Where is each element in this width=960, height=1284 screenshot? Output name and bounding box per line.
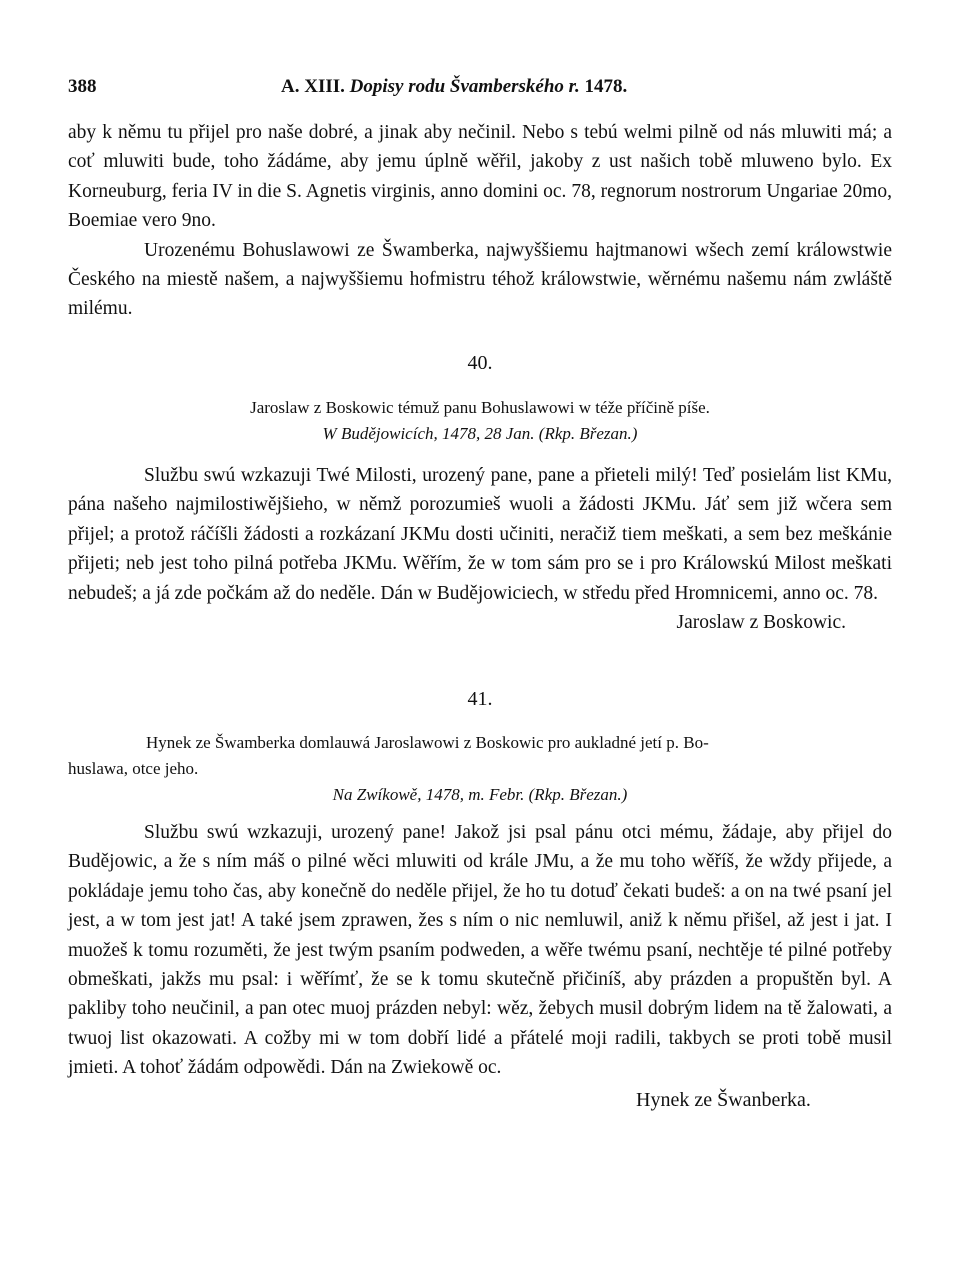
letter-body	[68, 818, 892, 1083]
letter-signature: Hynek ze Šwanberka.	[636, 1089, 811, 1111]
letter-signature: Jaroslaw z Boskowic.	[676, 612, 846, 634]
paragraph: aby k němu tu přijel pro naše dobré, a jinak aby nečinil. Nebo s tebú welmi pilně od nás mluwiti má; a coť mluwiti bude, toho žádáme, aby jemu úplně wěřil, jakoby z ust našich tobě mluweno bylo. Ex Korneuburg, feria IV in die S. Agnetis virginis, anno domini oc. 78, regnorum nostrorum Ungariae 20mo, Boemiae vero 9no.	[68, 122, 892, 232]
letter-summary-line1: Hynek ze Šwamberka domlauwá Jaroslawowi z Boskowic pro aukladné jetí p. Bo-	[146, 733, 709, 752]
letter-heading	[68, 730, 892, 808]
letter-text: Službu swú wzkazuji, urozený pane! Jakož jsi psal pánu otci mému, žádaje, aby přijel do Budějowic, a že s ním máš o pilné wěci mluwiti od krále JMu, a že mu toho wěříš, že wždy přijede, a pokládaje jemu toho čas, aby konečně do neděle přijel, že ho tu dotuď čekati budeš: a on na twé psaní jel jest, a w tom jest jat! A také jsem zprawen, žes s ním o nic nemluwil, aniž k němu přišel, až jest i jat. I muožeš k tomu rozuměti, že jest twým psaním podweden, a wěře twému psaní, nechtěje té pilné potřeby obmeškati, jakžs mu psal: i wěřímť, že se k tomu skutečně přičiníš, aby prázden a propuštěn byl. A pakliby toho neučinil, a pan otec muoj prázden nebyl: wěz, žebych musil dobrým lidem na tě žalowati, a twuoj list okazowati. A cožby mi w tom dobří lidé a přátelé moji radili, takbych se proti tobě musil jmieti. A tohoť žádám odpowědi. Dán na Zwiekowě oc.	[68, 822, 892, 1079]
letter-summary: Jaroslaw z Boskowic témuž panu Bohuslawowi w téže příčině píše.	[250, 398, 710, 417]
running-head	[281, 76, 627, 98]
letter-summary-line2: huslawa, otce jeho.	[68, 759, 199, 778]
address-paragraph: Urozenému Bohuslawowi ze Šwamberka, najwyššiemu hajtmanowi wšech zemí králowstwie Českého na miestě našem, a najwyššiemu hofmistru téhož králowstwie, wěrnému našemu nám zwláště milému.	[68, 239, 892, 320]
previous-letter-end	[68, 118, 892, 324]
letter-heading	[68, 395, 892, 447]
running-header	[68, 76, 892, 106]
running-head-year: 1478.	[584, 76, 628, 97]
letter-text: Službu swú wzkazuji Twé Milosti, urozený pane, pane a přieteli milý! Teď posielám list KMu, pána našeho najmilostiwějšieho, w němž porozumieš wuoli a žádosti JKMu. Jáť sem již wčera sem přijel; a protož ráčíšli žádosti a rozkázaní JKMu dosti učiniti, neračiž tiem meškati, a sem bez meškánie přijeti; neb jest toho pilná potřeba JKMu. Wěřím, že w tom sám pro se i pro Králowskú Milost meškati nebudeš; a já zde počkám až do neděle. Dán w Budějowiciech, w středu před Hromnicemi, anno oc. 78.	[68, 465, 892, 604]
letter-number: 40.	[467, 352, 493, 374]
letter-place-date: Na Zwíkowě, 1478, m. Febr. (Rkp. Březan.)	[332, 785, 628, 804]
running-head-title: Dopisy rodu Švamberského r.	[349, 76, 580, 97]
letter-place-date: W Budějowicích, 1478, 28 Jan. (Rkp. Březan.)	[322, 424, 638, 443]
letter-number: 41.	[467, 688, 493, 710]
running-head-prefix: A. XIII.	[281, 76, 345, 97]
page-number: 388	[68, 76, 97, 97]
letter-body	[68, 461, 892, 637]
